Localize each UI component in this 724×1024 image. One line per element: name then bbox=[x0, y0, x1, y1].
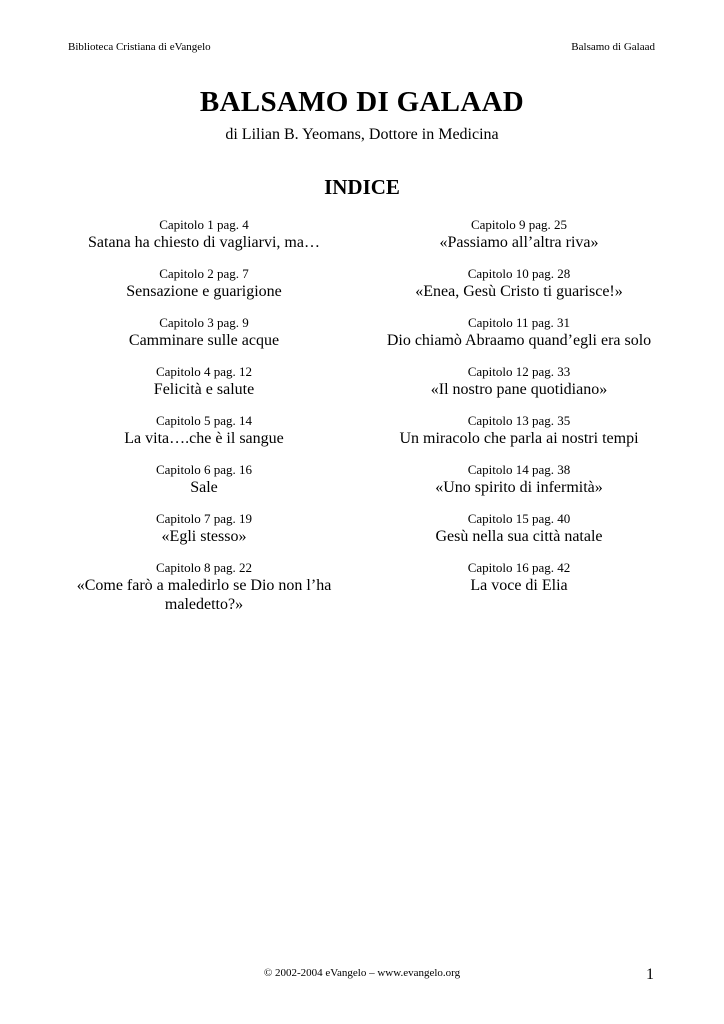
chapter-title: Un miracolo che parla ai nostri tempi bbox=[399, 430, 639, 447]
chapter-title: Gesù nella sua città natale bbox=[435, 528, 603, 545]
chapter-title: Satana ha chiesto di vagliarvi, ma… bbox=[88, 234, 320, 251]
chapter-ref: Capitolo 16 pag. 42 bbox=[467, 560, 571, 575]
chapter-title: Felicità e salute bbox=[153, 381, 255, 398]
chapter-title: «Enea, Gesù Cristo ti guarisce!» bbox=[415, 283, 623, 300]
chapter-ref: Capitolo 5 pag. 14 bbox=[155, 413, 253, 428]
toc-entry bbox=[378, 363, 660, 399]
chapter-ref: Capitolo 2 pag. 7 bbox=[159, 266, 249, 281]
toc-entry bbox=[378, 461, 660, 497]
chapter-title: «Come farò a maledirlo se Dio non l’ha maledetto?» bbox=[76, 577, 332, 613]
chapter-ref: Capitolo 9 pag. 25 bbox=[470, 217, 568, 232]
toc-entry bbox=[378, 412, 660, 448]
toc-entry bbox=[378, 216, 660, 252]
chapter-title: La voce di Elia bbox=[470, 577, 568, 594]
toc-entry bbox=[62, 412, 346, 448]
toc-entry bbox=[378, 314, 660, 350]
chapter-title: Sale bbox=[190, 479, 218, 496]
book-author: di Lilian B. Yeomans, Dottore in Medicina bbox=[225, 126, 499, 143]
chapter-ref: Capitolo 3 pag. 9 bbox=[159, 315, 249, 330]
chapter-ref: Capitolo 1 pag. 4 bbox=[159, 217, 249, 232]
toc-entry bbox=[62, 559, 346, 614]
toc-entry bbox=[62, 216, 346, 252]
toc-entry bbox=[62, 265, 346, 301]
chapter-title: «Il nostro pane quotidiano» bbox=[430, 381, 608, 398]
chapter-ref: Capitolo 6 pag. 16 bbox=[155, 462, 253, 477]
chapter-title: «Passiamo all’altra riva» bbox=[439, 234, 599, 251]
chapter-title: Camminare sulle acque bbox=[128, 332, 280, 349]
toc-entry bbox=[378, 510, 660, 546]
toc-entry bbox=[378, 559, 660, 595]
toc-entry bbox=[62, 461, 346, 497]
toc-left-column bbox=[62, 216, 346, 627]
chapter-title: La vita….che è il sangue bbox=[124, 430, 284, 447]
copyright-footer: © 2002-2004 eVangelo – www.evangelo.org bbox=[263, 967, 461, 979]
chapter-ref: Capitolo 4 pag. 12 bbox=[155, 364, 253, 379]
chapter-ref: Capitolo 10 pag. 28 bbox=[467, 266, 571, 281]
chapter-ref: Capitolo 15 pag. 40 bbox=[467, 511, 571, 526]
toc-entry bbox=[62, 363, 346, 399]
toc-entry bbox=[62, 510, 346, 546]
chapter-title: «Egli stesso» bbox=[161, 528, 247, 545]
page-number: 1 bbox=[646, 966, 654, 983]
chapter-title: Dio chiamò Abraamo quand’egli era solo bbox=[386, 332, 652, 349]
index-heading: INDICE bbox=[324, 175, 400, 199]
chapter-ref: Capitolo 13 pag. 35 bbox=[467, 413, 571, 428]
chapter-ref: Capitolo 8 pag. 22 bbox=[155, 560, 253, 575]
running-header-left: Biblioteca Cristiana di eVangelo bbox=[68, 41, 211, 53]
toc-entry bbox=[62, 314, 346, 350]
book-title: BALSAMO DI GALAAD bbox=[199, 86, 525, 118]
running-header-right: Balsamo di Galaad bbox=[571, 41, 655, 53]
chapter-ref: Capitolo 12 pag. 33 bbox=[467, 364, 571, 379]
toc-entry bbox=[378, 265, 660, 301]
chapter-ref: Capitolo 7 pag. 19 bbox=[155, 511, 253, 526]
chapter-title: Sensazione e guarigione bbox=[126, 283, 282, 300]
chapter-ref: Capitolo 11 pag. 31 bbox=[467, 315, 571, 330]
chapter-ref: Capitolo 14 pag. 38 bbox=[467, 462, 571, 477]
chapter-title: «Uno spirito di infermità» bbox=[435, 479, 603, 496]
toc-right-column bbox=[378, 216, 660, 608]
